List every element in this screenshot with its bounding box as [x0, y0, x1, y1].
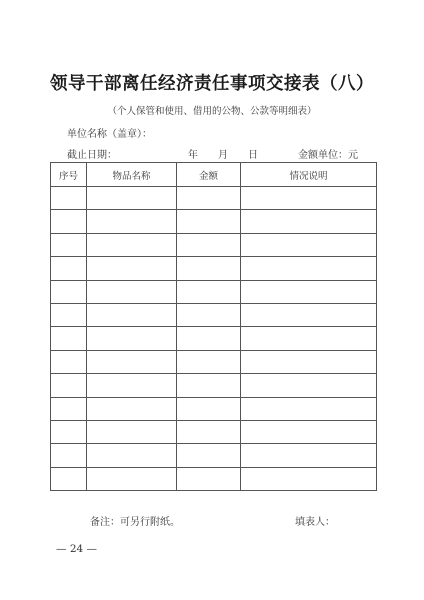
- table-row: [51, 444, 377, 467]
- table-row: [51, 187, 377, 210]
- table-cell: [51, 327, 87, 350]
- table-cell: [241, 420, 377, 443]
- table-cell: [51, 374, 87, 397]
- table-cell: [87, 280, 177, 303]
- table-cell: [177, 467, 241, 490]
- table-cell: [177, 374, 241, 397]
- table-cell: [87, 350, 177, 373]
- table-cell: [177, 420, 241, 443]
- table-cell: [241, 467, 377, 490]
- month-label: 月: [218, 150, 228, 161]
- table-cell: [177, 257, 241, 280]
- table-cell: [87, 210, 177, 233]
- table-row: [51, 327, 377, 350]
- unit-name-label: 单位名称（盖章）：: [67, 129, 152, 140]
- table-row: [51, 233, 377, 256]
- page-subtitle: （个人保管和使用、借用的公物、公款等明细表）: [107, 106, 317, 117]
- table-header-row: [51, 163, 377, 187]
- table-cell: [177, 187, 241, 210]
- table-row: [51, 467, 377, 490]
- day-label: 日: [248, 150, 258, 161]
- table-cell: [177, 350, 241, 373]
- amount-unit-label: 金额单位：元: [298, 150, 358, 161]
- table-cell: [87, 257, 177, 280]
- table-cell: [241, 303, 377, 326]
- table-cell: [51, 397, 87, 420]
- table-cell: [177, 233, 241, 256]
- filler-label: 填表人：: [295, 517, 335, 528]
- table-cell: [51, 420, 87, 443]
- table-cell: [51, 467, 87, 490]
- table-cell: [87, 327, 177, 350]
- table-cell: [241, 444, 377, 467]
- table-row: [51, 420, 377, 443]
- table-row: [51, 374, 377, 397]
- table-cell: [177, 303, 241, 326]
- table-cell: [241, 233, 377, 256]
- table-row: [51, 280, 377, 303]
- table-cell: [177, 210, 241, 233]
- header-description: 情况说明: [241, 163, 377, 187]
- table-body: [51, 187, 377, 491]
- table-row: [51, 210, 377, 233]
- remark-note: 备注：可另行附纸。: [90, 517, 180, 528]
- table-cell: [87, 420, 177, 443]
- table-cell: [87, 397, 177, 420]
- table-cell: [51, 257, 87, 280]
- table-cell: [51, 350, 87, 373]
- table-cell: [51, 303, 87, 326]
- table-cell: [51, 280, 87, 303]
- table-row: [51, 350, 377, 373]
- table-cell: [87, 233, 177, 256]
- header-amount: 金额: [177, 163, 241, 187]
- table-row: [51, 257, 377, 280]
- table-cell: [241, 350, 377, 373]
- table-cell: [177, 280, 241, 303]
- table-cell: [87, 374, 177, 397]
- header-serial-number: 序号: [51, 163, 87, 187]
- deadline-row: [0, 146, 424, 160]
- table-cell: [51, 187, 87, 210]
- table-cell: [51, 233, 87, 256]
- year-label: 年: [188, 150, 198, 161]
- table-cell: [51, 444, 87, 467]
- table-cell: [241, 257, 377, 280]
- table-cell: [177, 397, 241, 420]
- table-cell: [177, 444, 241, 467]
- table-cell: [87, 467, 177, 490]
- table-cell: [241, 397, 377, 420]
- table-cell: [177, 327, 241, 350]
- table-cell: [51, 210, 87, 233]
- table-cell: [241, 210, 377, 233]
- page-title: 领导干部离任经济责任事项交接表（八）: [50, 74, 374, 94]
- page-number: — 24 —: [56, 543, 98, 555]
- table-cell: [241, 280, 377, 303]
- table-row: [51, 303, 377, 326]
- handover-table: [50, 162, 377, 491]
- header-item-name: 物品名称: [87, 163, 177, 187]
- table-cell: [241, 187, 377, 210]
- table-cell: [87, 303, 177, 326]
- deadline-label: 截止日期：: [67, 150, 117, 161]
- table-row: [51, 397, 377, 420]
- table-cell: [241, 374, 377, 397]
- table-cell: [87, 187, 177, 210]
- table-cell: [241, 327, 377, 350]
- table-cell: [87, 444, 177, 467]
